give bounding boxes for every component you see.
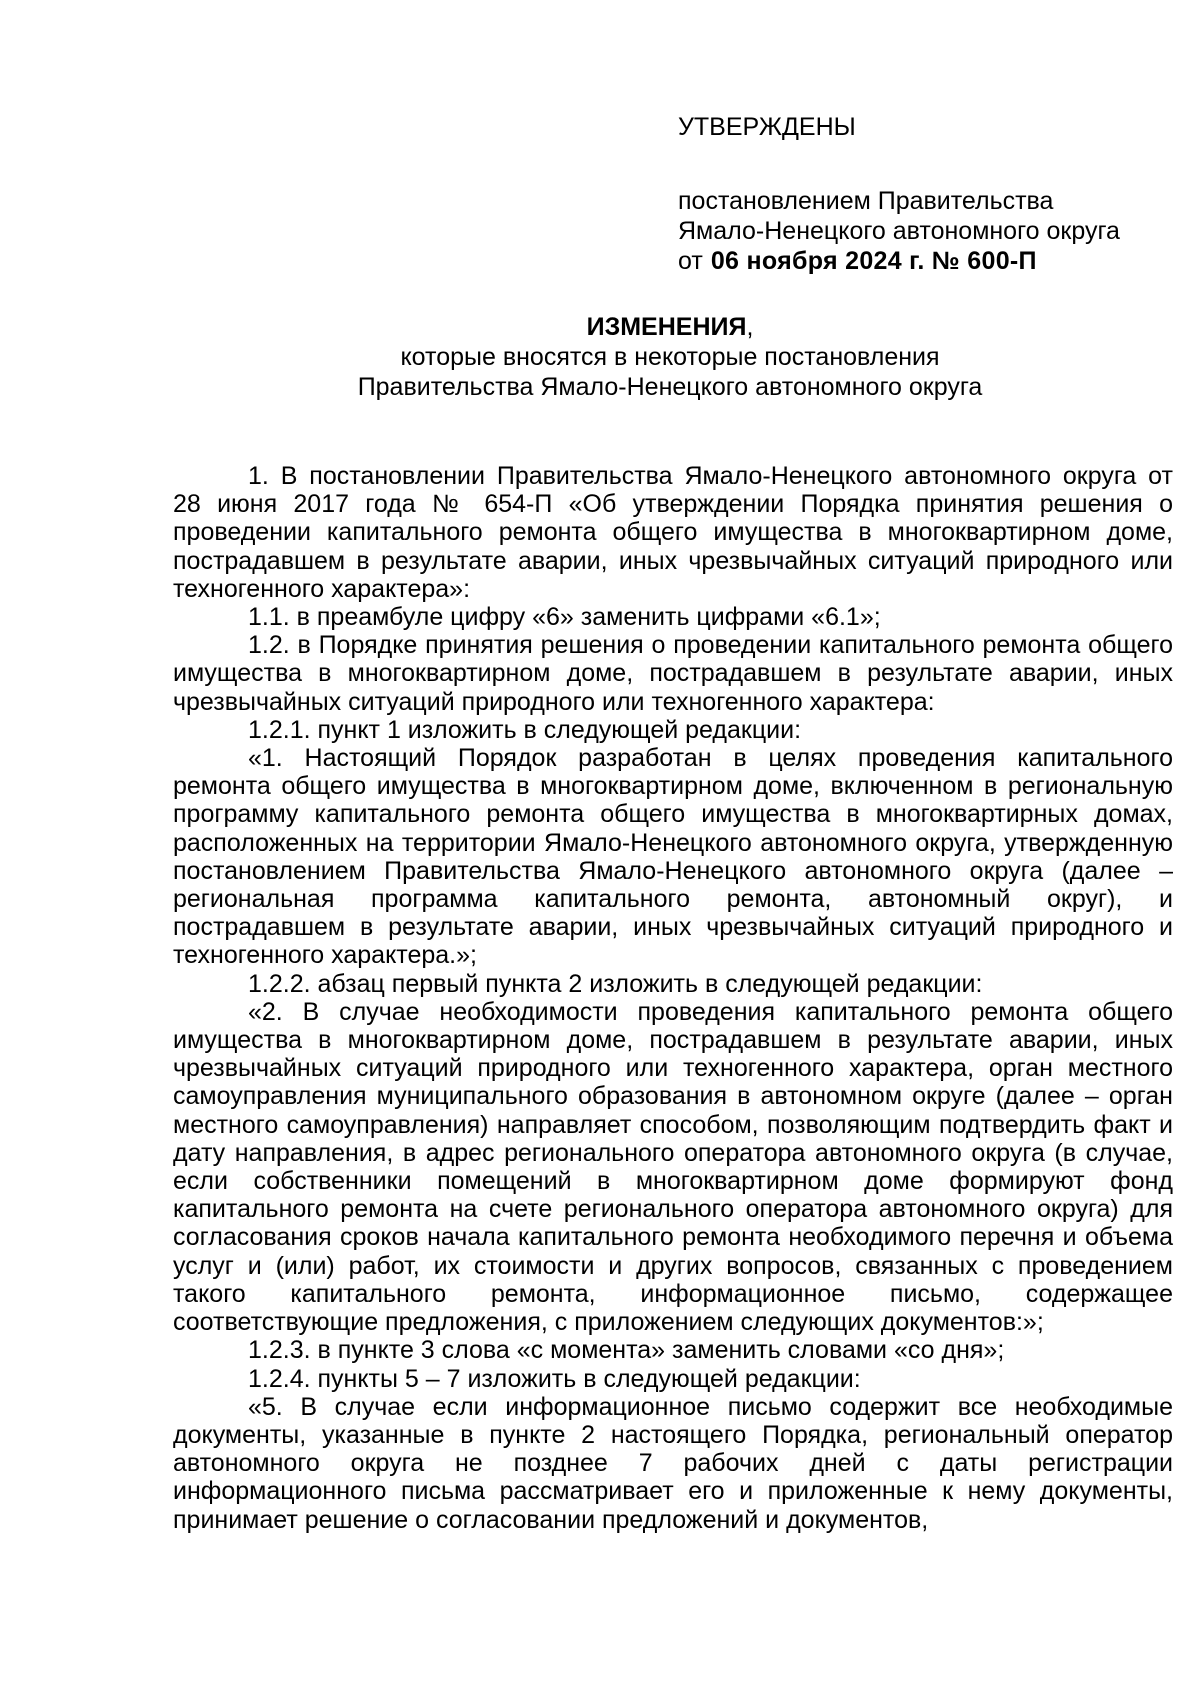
resolution-date-number: 06 ноября 2024 г. № 600-П [710,247,1037,275]
approval-block [678,112,1178,276]
document-title-text: ИЗМЕНЕНИЯ [586,313,747,341]
paragraph-1-2: 1.2. в Порядке принятия решения о проведении капитального ремонта общего имущества в многоквартирном доме, пострадавшем в результате аварии, иных чрезвычайных ситуаций природного или техногенного характера: [173,631,1173,716]
approved-label: УТВЕРЖДЕНЫ [678,113,856,141]
approval-line-1: постановлением Правительства [678,187,1054,215]
paragraph-1: 1. В постановлении Правительства Ямало-Ненецкого автономного округа от 28 июня 2017 года № 654-П «Об утверждении Порядка принятия решения о проведении капитального ремонта общего имущества в многоквартирном доме, пострадавшем в результате аварии, иных чрезвычайных ситуаций природного или техногенного характера»: [173,462,1173,603]
document-body [173,462,1173,1534]
paragraph-quote-1: «1. Настоящий Порядок разработан в целях проведения капитального ремонта общего имущества в многоквартирном доме, включенном в региональную программу капитального ремонта общего имущества в многоквартирных домах, расположенных на территории Ямало-Ненецкого автономного округа, утвержденную постановлением Правительства Ямало-Ненецкого автономного округа (далее – региональная программа капитального ремонта, автономный округ), и пострадавшем в результате аварии, иных чрезвычайных ситуаций природного и техногенного характера.»; [173,744,1173,970]
paragraph-1-2-2: 1.2.2. абзац первый пункта 2 изложить в следующей редакции: [248,969,983,998]
approval-date-line [678,246,1178,276]
paragraph-quote-2: «2. В случае необходимости проведения капитального ремонта общего имущества в многоквартирном доме, пострадавшем в результате аварии, иных чрезвычайных ситуаций природного или техногенного характера, орган местного самоуправления муниципального образования в автономном округе (далее – орган местного самоуправления) направляет способом, позволяющим подтвердить факт и дату направления, в адрес регионального оператора автономного округа (в случае, если собственники помещений в многоквартирном доме формируют фонд капитального ремонта на счете регионального оператора автономного округа) для согласования сроков начала капитального ремонта необходимого перечня и объема услуг и (или) работ, их стоимости и других вопросов, связанных с проведением такого капитального ремонта, информационное письмо, содержащее соответствующие предложения, с приложением следующих документов:»; [173,997,1173,1337]
approval-line-2: Ямало-Ненецкого автономного округа [678,217,1120,245]
paragraph-1-2-3: 1.2.3. в пункте 3 слова «с момента» заменить словами «со дня»; [248,1336,1005,1365]
document-title-comma: , [746,313,754,341]
paragraph-1-2-1: 1.2.1. пункт 1 изложить в следующей редакции: [248,715,802,744]
document-subtitle-line-2: Правительства Ямало-Ненецкого автономного округа [357,373,983,401]
document-title [170,312,1170,342]
document-heading [170,312,1170,402]
paragraph-1-1: 1.1. в преамбуле цифру «6» заменить цифрами «6.1»; [248,603,881,632]
date-prefix: от [678,247,703,275]
document-subtitle-line-1: которые вносятся в некоторые постановления [400,343,940,371]
paragraph-quote-5: «5. В случае если информационное письмо содержит все необходимые документы, указанные в пункте 2 настоящего Порядка, региональный оператор автономного округа не позднее 7 рабочих дней с даты регистрации информационного письма рассматривает его и приложенные к нему документы, принимает решение о согласовании предложений и документов, [173,1392,1173,1534]
paragraph-1-2-4: 1.2.4. пункты 5 – 7 изложить в следующей редакции: [248,1364,861,1393]
